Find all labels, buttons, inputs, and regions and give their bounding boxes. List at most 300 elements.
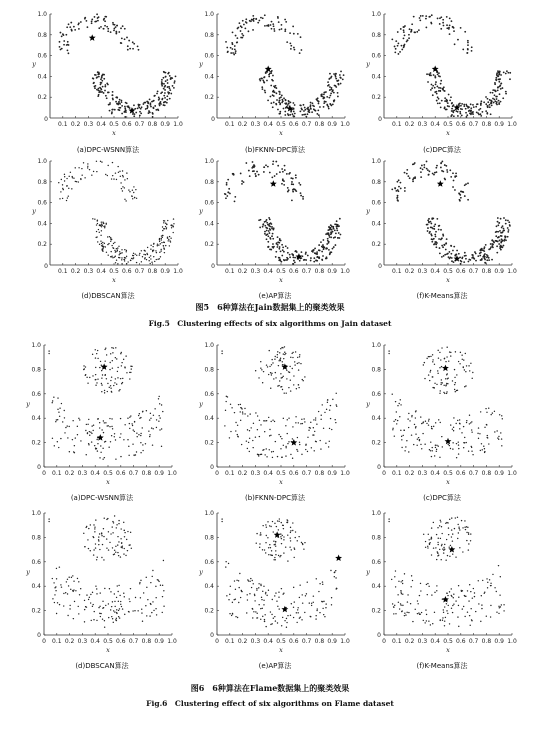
- data-point: [118, 601, 119, 602]
- data-point: [290, 527, 291, 528]
- data-point: [445, 361, 446, 362]
- data-point: [228, 563, 229, 564]
- data-point: [132, 255, 133, 256]
- data-point: [249, 20, 251, 22]
- data-point: [329, 78, 331, 80]
- data-point: [90, 594, 91, 595]
- data-point: [459, 111, 461, 113]
- data-point: [277, 456, 278, 457]
- data-point: [152, 112, 154, 114]
- data-point: [271, 227, 273, 229]
- data-point: [284, 19, 286, 21]
- data-point: [487, 98, 489, 100]
- data-point: [496, 225, 498, 227]
- data-point: [110, 251, 111, 252]
- data-point: [120, 42, 122, 44]
- data-point: [263, 600, 264, 601]
- data-point: [78, 167, 79, 168]
- data-point: [127, 550, 128, 551]
- data-point: [281, 102, 283, 104]
- data-point: [291, 200, 293, 202]
- data-point: [126, 172, 127, 173]
- data-point: [422, 168, 424, 170]
- data-point: [279, 29, 281, 31]
- data-point: [112, 109, 114, 111]
- data-point: [445, 378, 446, 379]
- data-point: [115, 551, 116, 552]
- data-point: [271, 623, 272, 624]
- data-point: [119, 99, 121, 101]
- data-point: [290, 380, 291, 381]
- data-point: [428, 221, 430, 223]
- data-point: [500, 101, 502, 103]
- data-point: [158, 98, 160, 100]
- data-point: [439, 102, 441, 104]
- data-point: [457, 538, 458, 539]
- data-point: [124, 596, 125, 597]
- data-point: [322, 608, 323, 609]
- data-point: [269, 525, 270, 526]
- y-tick-label: 0.8: [204, 31, 214, 39]
- data-point: [498, 72, 500, 74]
- data-point: [475, 611, 476, 612]
- data-point: [293, 607, 294, 608]
- data-point: [258, 174, 260, 176]
- data-point: [283, 251, 285, 253]
- data-point: [153, 415, 154, 416]
- data-point: [108, 617, 109, 618]
- data-point: [67, 41, 69, 43]
- x-tick-label: 0.5: [443, 121, 453, 128]
- data-point: [478, 438, 479, 439]
- data-point: [60, 438, 61, 439]
- data-point: [55, 590, 56, 591]
- x-axis-label: x: [446, 276, 450, 284]
- data-point: [141, 106, 143, 108]
- data-point: [122, 170, 123, 171]
- data-point: [507, 220, 509, 222]
- data-point: [164, 228, 165, 229]
- y-tick-label: 0.2: [37, 241, 47, 249]
- data-point: [397, 43, 399, 45]
- data-point: [441, 347, 442, 348]
- data-point: [52, 438, 53, 439]
- data-point: [288, 100, 290, 102]
- data-point: [436, 590, 437, 591]
- data-point: [278, 365, 279, 366]
- data-point: [498, 100, 500, 102]
- data-point: [112, 22, 114, 24]
- data-point: [498, 436, 499, 437]
- data-point: [499, 85, 501, 87]
- data-point: [277, 351, 278, 352]
- data-point: [102, 374, 103, 375]
- data-point: [469, 370, 470, 371]
- data-point: [252, 29, 254, 31]
- data-point: [289, 372, 290, 373]
- data-point: [302, 198, 304, 200]
- data-point: [310, 102, 312, 104]
- x-tick-label: 0.9: [327, 638, 337, 645]
- data-point: [295, 416, 296, 417]
- data-point: [101, 384, 102, 385]
- data-point: [119, 617, 120, 618]
- data-point: [96, 224, 97, 225]
- data-point: [168, 239, 169, 240]
- data-point: [78, 418, 79, 419]
- data-point: [113, 243, 114, 244]
- data-point: [170, 93, 172, 95]
- data-point: [226, 182, 228, 184]
- figure5-caption-en: Fig.5 Clustering effects of six algorithms on Jain dataset: [148, 319, 392, 328]
- data-point: [80, 21, 82, 23]
- data-point: [110, 241, 111, 242]
- data-point: [78, 28, 80, 30]
- data-point: [241, 180, 243, 182]
- data-point: [443, 547, 444, 548]
- data-point: [226, 396, 227, 397]
- data-point: [313, 257, 315, 259]
- data-point: [292, 458, 293, 459]
- data-point: [484, 448, 485, 449]
- data-point: [68, 585, 69, 586]
- data-point: [409, 177, 411, 179]
- data-point: [462, 590, 463, 591]
- fig5-panel-e: [195, 153, 355, 301]
- data-point: [163, 222, 164, 223]
- data-point: [420, 590, 421, 591]
- data-point: [433, 74, 435, 76]
- data-point: [430, 89, 432, 91]
- data-point: [335, 85, 337, 87]
- data-point: [254, 595, 255, 596]
- data-point: [230, 47, 232, 49]
- x-tick-label: 0.4: [90, 638, 100, 645]
- data-point: [71, 188, 72, 189]
- data-point: [108, 447, 109, 448]
- data-point: [70, 589, 71, 590]
- data-point: [84, 17, 86, 19]
- data-point: [290, 540, 291, 541]
- data-point: [495, 235, 497, 237]
- data-point: [400, 182, 402, 184]
- data-point: [395, 570, 396, 571]
- data-point: [431, 456, 432, 457]
- data-point: [326, 96, 328, 98]
- data-point: [128, 105, 130, 107]
- data-point: [404, 172, 406, 174]
- data-point: [388, 518, 389, 519]
- y-tick-label: 0: [210, 632, 214, 639]
- data-point: [271, 374, 272, 375]
- data-point: [174, 80, 176, 82]
- data-point: [78, 581, 79, 582]
- data-point: [418, 612, 419, 613]
- data-point: [431, 14, 433, 16]
- data-point: [253, 170, 255, 172]
- data-point: [329, 86, 331, 88]
- data-point: [312, 102, 314, 104]
- data-point: [116, 620, 117, 621]
- data-point: [97, 350, 98, 351]
- data-point: [284, 114, 286, 116]
- data-point: [283, 260, 285, 262]
- data-point: [423, 421, 424, 422]
- data-point: [119, 389, 120, 390]
- data-point: [440, 422, 441, 423]
- data-point: [297, 612, 298, 613]
- data-point: [269, 449, 270, 450]
- data-point: [470, 533, 471, 534]
- data-point: [426, 73, 428, 75]
- data-point: [468, 534, 469, 535]
- y-axis-label: y: [32, 207, 36, 215]
- data-point: [407, 39, 409, 41]
- data-point: [247, 594, 248, 595]
- data-point: [309, 602, 310, 603]
- data-point: [105, 374, 106, 375]
- data-point: [502, 97, 504, 99]
- data-point: [81, 175, 82, 176]
- x-tick-label: 0.3: [83, 268, 94, 275]
- data-point: [107, 175, 108, 176]
- data-point: [326, 257, 328, 259]
- data-point: [328, 97, 330, 99]
- data-point: [118, 555, 119, 556]
- data-point: [458, 441, 459, 442]
- y-tick-label: 0.2: [204, 241, 214, 249]
- x-tick-label: 0.7: [301, 121, 312, 128]
- data-point: [168, 240, 169, 241]
- data-point: [288, 173, 290, 175]
- data-point: [424, 622, 425, 623]
- data-point: [332, 103, 334, 105]
- data-point: [453, 417, 454, 418]
- data-point: [457, 524, 458, 525]
- data-point: [303, 548, 304, 549]
- data-point: [252, 166, 254, 168]
- data-point: [118, 520, 119, 521]
- data-point: [105, 246, 106, 247]
- data-point: [406, 440, 407, 441]
- data-point: [441, 366, 442, 367]
- data-point: [163, 242, 164, 243]
- data-point: [278, 521, 279, 522]
- data-point: [449, 24, 451, 26]
- data-point: [230, 52, 232, 54]
- data-point: [453, 430, 454, 431]
- data-point: [93, 554, 94, 555]
- data-point: [132, 610, 133, 611]
- data-point: [449, 258, 451, 260]
- x-tick-label: 0.3: [77, 470, 88, 477]
- data-point: [329, 73, 331, 75]
- data-point: [161, 242, 162, 243]
- data-point: [419, 20, 421, 22]
- data-point: [74, 445, 75, 446]
- data-point: [97, 90, 99, 92]
- data-point: [314, 431, 315, 432]
- data-point: [121, 383, 122, 384]
- data-point: [241, 33, 243, 35]
- data-point: [104, 627, 105, 628]
- data-point: [161, 239, 162, 240]
- data-point: [101, 377, 102, 378]
- x-tick-label: 1.0: [173, 268, 183, 275]
- data-point: [435, 236, 437, 238]
- data-point: [92, 375, 93, 376]
- data-point: [277, 357, 278, 358]
- data-point: [398, 602, 399, 603]
- data-point: [236, 42, 238, 44]
- data-point: [410, 603, 411, 604]
- data-point: [94, 528, 95, 529]
- data-point: [295, 189, 297, 191]
- data-point: [167, 220, 168, 221]
- data-point: [400, 592, 401, 593]
- data-point: [64, 432, 65, 433]
- data-point: [100, 613, 101, 614]
- data-point: [329, 428, 330, 429]
- data-point: [429, 539, 430, 540]
- data-point: [108, 104, 110, 106]
- data-point: [492, 574, 493, 575]
- data-point: [138, 415, 139, 416]
- data-point: [284, 352, 285, 353]
- data-point: [453, 30, 455, 32]
- data-point: [134, 610, 135, 611]
- data-point: [294, 49, 296, 51]
- data-point: [98, 94, 100, 96]
- data-point: [447, 555, 448, 556]
- data-point: [108, 549, 109, 550]
- y-tick-label: 0.2: [204, 439, 214, 447]
- data-point: [500, 88, 502, 90]
- data-point: [234, 599, 235, 600]
- data-point: [432, 94, 434, 96]
- data-point: [479, 433, 480, 434]
- data-point: [276, 173, 278, 175]
- data-point: [155, 586, 156, 587]
- data-point: [104, 518, 105, 519]
- data-point: [59, 198, 60, 199]
- data-point: [285, 446, 286, 447]
- x-tick-label: 0.1: [52, 470, 62, 477]
- data-point: [131, 548, 132, 549]
- data-point: [300, 192, 302, 194]
- figure6-caption-en: Fig.6 Clustering effect of six algorithms on Flame dataset: [146, 699, 394, 708]
- data-point: [267, 166, 269, 168]
- data-point: [290, 532, 291, 533]
- data-point: [275, 545, 276, 546]
- y-tick-label: 0.8: [204, 534, 214, 542]
- data-point: [494, 100, 496, 102]
- data-point: [86, 20, 88, 22]
- data-point: [319, 583, 320, 584]
- data-point: [267, 241, 269, 243]
- data-point: [452, 533, 453, 534]
- data-point: [57, 441, 58, 442]
- data-point: [150, 104, 152, 106]
- data-point: [449, 519, 450, 520]
- data-point: [85, 366, 86, 367]
- data-point: [244, 413, 245, 414]
- data-point: [452, 605, 453, 606]
- data-point: [441, 533, 442, 534]
- data-point: [87, 539, 88, 540]
- data-point: [322, 404, 323, 405]
- data-point: [505, 91, 507, 93]
- data-point: [451, 536, 452, 537]
- x-tick-label: 0.3: [250, 470, 261, 477]
- data-point: [440, 390, 441, 391]
- data-point: [132, 258, 133, 259]
- data-point: [486, 259, 488, 261]
- data-point: [403, 45, 405, 47]
- data-point: [411, 23, 413, 25]
- data-point: [148, 430, 149, 431]
- data-point: [273, 28, 275, 30]
- data-point: [275, 554, 276, 555]
- data-point: [238, 436, 239, 437]
- x-tick-label: 0.3: [417, 268, 428, 275]
- data-point: [415, 426, 416, 427]
- data-point: [280, 250, 282, 252]
- data-point: [140, 442, 141, 443]
- data-point: [420, 614, 421, 615]
- data-point: [394, 46, 396, 48]
- data-point: [264, 231, 266, 233]
- data-point: [97, 219, 98, 220]
- data-point: [251, 587, 252, 588]
- data-point: [151, 262, 152, 263]
- data-point: [275, 85, 277, 87]
- data-point: [111, 113, 113, 115]
- data-point: [460, 108, 462, 110]
- data-point: [247, 415, 248, 416]
- data-point: [436, 165, 438, 167]
- data-point: [323, 614, 324, 615]
- data-point: [286, 257, 288, 259]
- data-point: [429, 542, 430, 543]
- data-point: [430, 441, 431, 442]
- data-point: [248, 170, 250, 172]
- data-point: [482, 580, 483, 581]
- data-point: [466, 532, 467, 533]
- x-tick-label: 0.7: [128, 470, 139, 477]
- data-point: [445, 617, 446, 618]
- data-point: [305, 253, 307, 255]
- data-point: [284, 620, 285, 621]
- data-point: [455, 382, 456, 383]
- x-tick-label: 0.8: [141, 470, 152, 477]
- data-point: [281, 377, 282, 378]
- y-axis-label: y: [366, 568, 370, 576]
- x-tick-label: 1.0: [507, 470, 517, 477]
- data-point: [149, 257, 150, 258]
- data-point: [302, 544, 303, 545]
- data-point: [421, 165, 423, 167]
- data-point: [260, 585, 261, 586]
- data-point: [438, 225, 440, 227]
- data-point: [328, 446, 329, 447]
- data-point: [283, 376, 284, 377]
- data-point: [315, 618, 316, 619]
- x-tick-label: 0.1: [225, 470, 235, 477]
- data-point: [321, 246, 323, 248]
- data-point: [170, 238, 171, 239]
- data-point: [238, 602, 239, 603]
